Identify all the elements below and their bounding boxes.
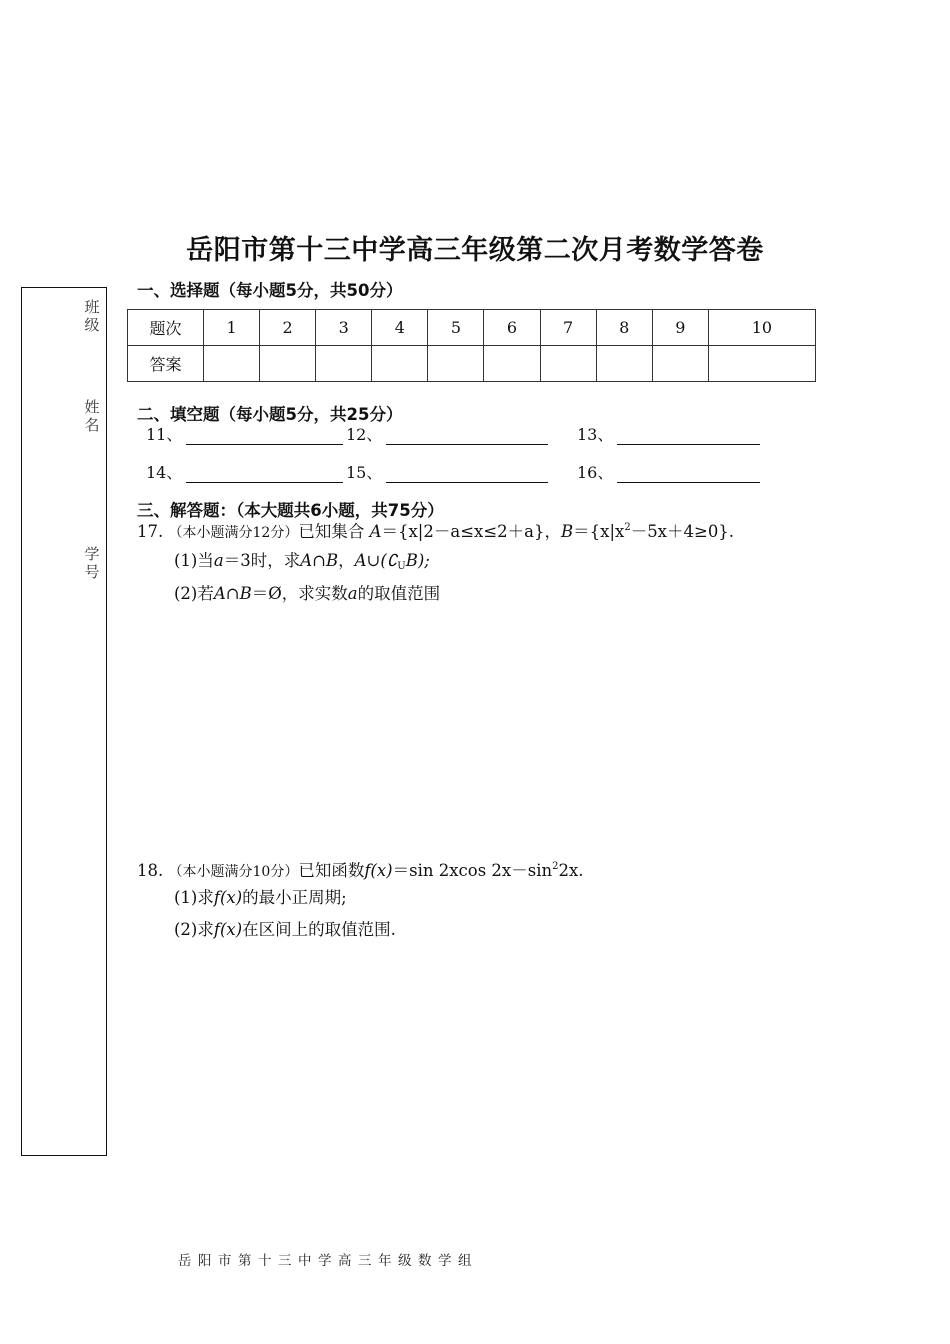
page-footer: 岳阳市第十三中学高三年级数学组: [178, 1253, 478, 1269]
page-title: 岳阳市第十三中学高三年级第二次月考数学答卷: [186, 235, 764, 266]
question-number-cell: 9: [652, 310, 708, 346]
fill-blank-13: [577, 422, 760, 445]
question-number-row: [128, 310, 816, 346]
student-id-label: 学号: [84, 545, 100, 581]
fill-blank-line[interactable]: [386, 466, 548, 483]
part-text: (1)当: [174, 551, 214, 570]
part-text: 的最小正周期;: [242, 888, 347, 907]
question-number-cell: 8: [596, 310, 652, 346]
expression: A∩B: [213, 584, 252, 603]
question-17-stem: [137, 517, 734, 544]
section-solve-heading: 三、解答题：（本大题共6小题，共75分）: [137, 501, 444, 520]
function-body: ＝sin 2xcos 2x－sin: [392, 861, 553, 880]
separator: ，: [338, 551, 355, 570]
fill-blank-label: 15、: [346, 463, 383, 482]
set-b-definition: ＝{x|x: [573, 522, 625, 541]
function-symbol: f(x): [213, 920, 243, 939]
score-note: （本小题满分12分）: [168, 525, 299, 541]
question-number-cell: 1: [204, 310, 260, 346]
answer-cell[interactable]: [652, 346, 708, 382]
row-head-answer: 答案: [128, 346, 204, 382]
answer-cell[interactable]: [204, 346, 260, 382]
function-body-rest: 2x.: [558, 861, 584, 880]
fill-blank-line[interactable]: [386, 428, 548, 445]
set-a-symbol: A: [369, 522, 382, 541]
fill-blank-15: [346, 460, 548, 483]
part-text: (2)若: [174, 584, 214, 603]
question-number: 18.: [137, 861, 164, 880]
fill-blank-12: [346, 422, 548, 445]
fill-blank-line[interactable]: [617, 428, 760, 445]
expression: B);: [405, 551, 430, 570]
answer-row: [128, 346, 816, 382]
class-label: 班级: [84, 298, 100, 334]
question-number-cell: 2: [260, 310, 316, 346]
answer-cell[interactable]: [372, 346, 428, 382]
set-a-definition: ＝{x|2－a≤x≤2＋a}，: [381, 522, 561, 541]
fill-blank-label: 16、: [577, 463, 614, 482]
function-symbol: f(x): [364, 861, 393, 880]
question-number-cell: 6: [484, 310, 540, 346]
set-b-symbol: B: [561, 522, 574, 541]
variable: a: [347, 584, 358, 603]
question-18-part-1: [174, 887, 347, 909]
answer-cell[interactable]: [260, 346, 316, 382]
answer-cell[interactable]: [484, 346, 540, 382]
expression: A∪(∁: [354, 551, 398, 570]
answer-cell[interactable]: [540, 346, 596, 382]
fill-blank-14: [146, 460, 343, 483]
subscript: U: [397, 561, 406, 572]
question-number-cell: 5: [428, 310, 484, 346]
row-head-number: 题次: [128, 310, 204, 346]
question-17-part-2: [174, 583, 440, 605]
answer-cell[interactable]: [428, 346, 484, 382]
part-text: 的取值范围: [357, 584, 441, 603]
fill-blank-label: 12、: [346, 425, 383, 444]
expression: A∩B: [300, 551, 339, 570]
name-label: 姓名: [84, 398, 100, 434]
question-number-cell: 10: [708, 310, 815, 346]
question-18-stem: [137, 856, 584, 883]
function-symbol: f(x): [213, 888, 243, 907]
fill-blank-label: 13、: [577, 425, 614, 444]
answer-cell[interactable]: [596, 346, 652, 382]
answer-cell[interactable]: [708, 346, 815, 382]
fill-blank-line[interactable]: [186, 428, 343, 445]
part-text: (2)求: [174, 920, 214, 939]
fill-blank-label: 14、: [146, 463, 183, 482]
question-number-cell: 3: [316, 310, 372, 346]
fill-blank-16: [577, 460, 760, 483]
variable: a: [213, 551, 224, 570]
question-lead: 已知函数: [298, 861, 365, 880]
answer-cell[interactable]: [316, 346, 372, 382]
question-number-cell: 4: [372, 310, 428, 346]
part-text: (1)求: [174, 888, 214, 907]
question-18-part-2: [174, 919, 396, 941]
exponent: 2: [624, 522, 631, 533]
part-text: 在区间上的取值范围.: [242, 920, 396, 939]
part-text: ＝Ø，求实数: [251, 584, 348, 603]
fill-blank-line[interactable]: [617, 466, 760, 483]
question-number-cell: 7: [540, 310, 596, 346]
answer-table: [127, 309, 816, 382]
question-17-part-1: [174, 550, 430, 578]
section-fill-heading: 二、填空题（每小题5分，共25分）: [137, 405, 403, 424]
fill-blank-label: 11、: [146, 425, 183, 444]
question-lead: 已知集合: [298, 522, 365, 541]
part-text: ＝3时，求: [223, 551, 301, 570]
fill-blank-line[interactable]: [186, 466, 343, 483]
set-b-definition-rest: －5x＋4≥0}.: [630, 522, 735, 541]
question-number: 17.: [137, 522, 164, 541]
score-note: （本小题满分10分）: [168, 864, 299, 880]
fill-blank-11: [146, 422, 343, 445]
exponent: 2: [552, 861, 559, 872]
section-choice-heading: 一、选择题（每小题5分，共50分）: [137, 281, 403, 300]
